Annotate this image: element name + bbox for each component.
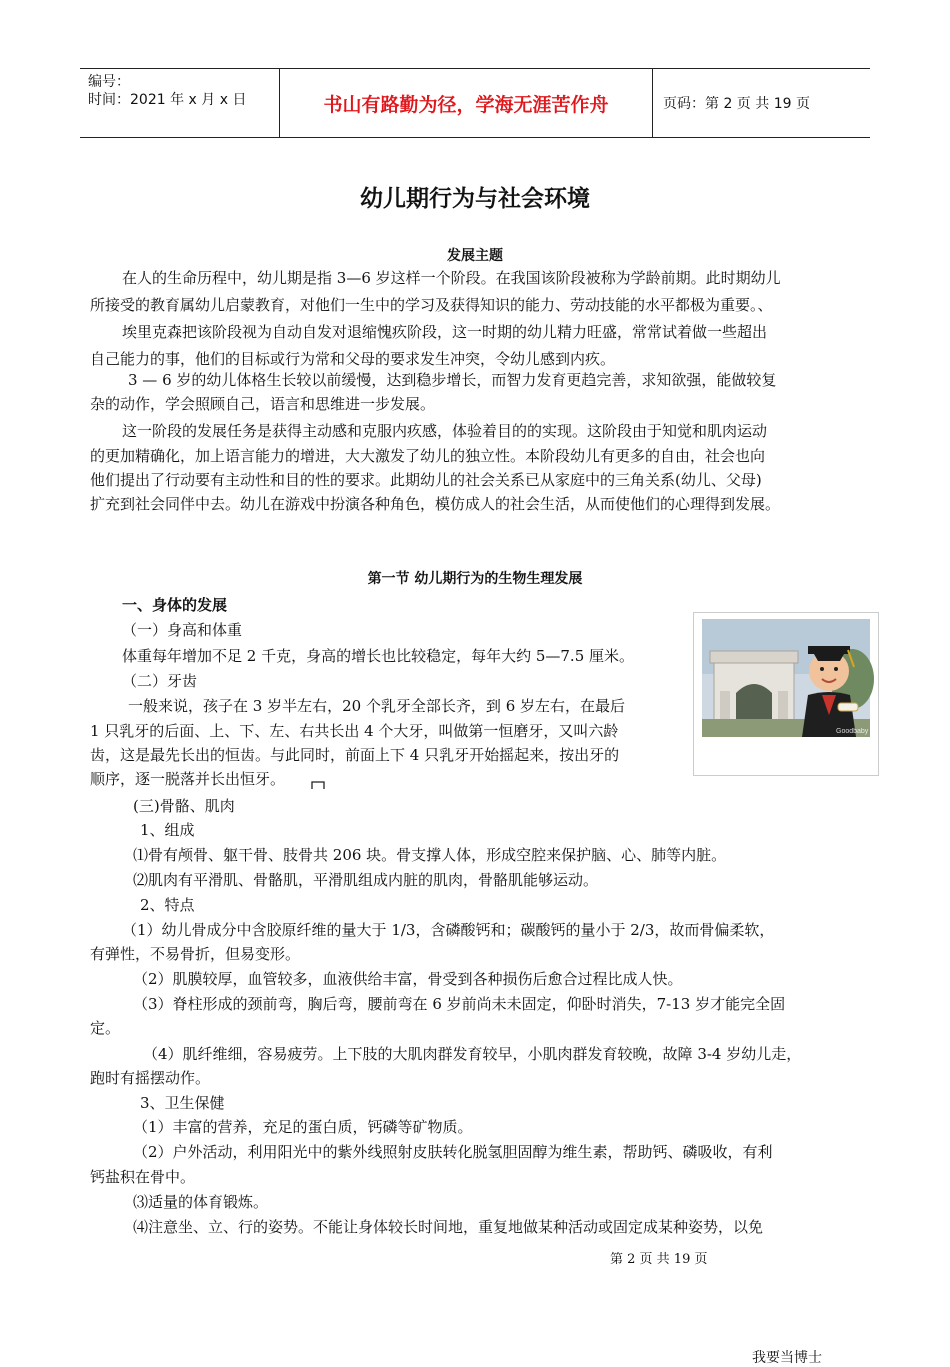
body-text: （2）肌膜较厚，血管较多，血液供给丰富，骨受到各种损伤后愈合过程比成人快。: [133, 970, 683, 988]
header-meta: [80, 69, 280, 137]
heading-body-development: 一、身体的发展: [122, 596, 228, 614]
header-time: 时间：2021 年 x 月 x 日: [88, 92, 247, 108]
section-theme: 发展主题: [447, 248, 503, 264]
body-text: 齿，这是最先长出的恒齿。与此同时，前面上下 4 只乳牙开始摇起来，按出牙的: [90, 746, 620, 764]
body-text: ⑶适量的体育锻炼。: [133, 1193, 269, 1211]
body-text: （1）丰富的营养，充足的蛋白质，钙磷等矿物质。: [133, 1118, 473, 1136]
subheading-features: 2、特点: [140, 896, 195, 914]
body-text: 一般来说，孩子在 3 岁半左右，20 个乳牙全部长齐，到 6 岁左右，在最后: [128, 697, 626, 715]
intro-line: 在人的生命历程中，幼儿期是指 3—6 岁这样一个阶段。在我国该阶段被称为学龄前期。此时期幼儿: [122, 269, 781, 287]
intro-line: 3 — 6 岁的幼儿体格生长较以前缓慢，达到稳步增长，而智力发育更趋完善，求知欲强，能做较复: [128, 371, 777, 389]
body-text: 1 只乳牙的后面、上、下、左、右共长出 4 个大牙，叫做第一恒磨牙，又叫六龄: [90, 722, 619, 740]
body-text: （1）幼儿骨成分中含胶原纤维的量大于 1/3，含磷酸钙和；碳酸钙的量小于 2/3，故而骨偏柔软，: [122, 921, 775, 939]
intro-line: 埃里克森把该阶段视为自动自发对退缩愧疚阶段，这一时期的幼儿精力旺盛，常常试着做一些超出: [122, 323, 768, 341]
intro-line: 这一阶段的发展任务是获得主动感和克服内疚感，体验着目的的实现。这阶段由于知觉和肌肉运动: [122, 422, 768, 440]
subheading-height-weight: （一）身高和体重: [122, 621, 243, 639]
body-text: 钙盐积在骨中。: [90, 1168, 196, 1186]
body-text: 定。: [90, 1019, 121, 1037]
body-text: ⑵肌肉有平滑肌、骨骼肌，平滑肌组成内脏的肌肉，骨骼肌能够运动。: [133, 871, 599, 889]
header-number: 编号：: [88, 74, 130, 90]
body-text: （4）肌纤维细，容易疲劳。上下肢的大肌肉群发育较早，小肌肉群发育较晚，故障 3-4 岁幼儿走，: [143, 1045, 802, 1063]
body-text: 跑时有摇摆动作。: [90, 1069, 211, 1087]
body-text: 体重每年增加不足 2 千克，身高的增长也比较稳定，每年大约 5—7.5 厘米。: [122, 647, 635, 665]
subheading-teeth: （二）牙齿: [122, 672, 198, 690]
subheading-hygiene: 3、卫生保健: [140, 1094, 225, 1112]
section1-title: 第一节 幼儿期行为的生物生理发展: [367, 571, 583, 587]
body-text: ⑴骨有颅骨、躯干骨、肢骨共 206 块。骨支撑人体，形成空腔来保护脑、心、肺等内脏。: [133, 846, 727, 864]
intro-line: 扩充到社会同伴中去。幼儿在游戏中扮演各种角色，模仿成人的社会生活，从而使他们的心理得到发展。: [90, 495, 781, 513]
intro-line: 所接受的教育属幼儿启蒙教育，对他们一生中的学习及获得知识的能力、劳动技能的水平都极为重要。、: [90, 296, 773, 314]
graduate-child-image: [702, 619, 886, 737]
document-title: 幼儿期行为与社会环境: [360, 186, 590, 212]
figure-caption: 我要当博士: [752, 1350, 822, 1366]
figure-box: [693, 612, 879, 1366]
intro-line: 他们提出了行动要有主动性和目的性的要求。此期幼儿的社会关系已从家庭中的三角关系(幼儿、父母): [90, 471, 762, 489]
intro-line: 的更加精确化，加上语言能力的增进，大大激发了幼儿的独立性。本阶段幼儿有更多的自由，社会也向: [90, 447, 766, 465]
body-text: （2）户外活动，利用阳光中的紫外线照射皮肤转化脱氢胆固醇为维生素，帮助钙、磷吸收，有利: [133, 1143, 773, 1161]
subheading-composition: 1、组成: [140, 821, 195, 839]
body-text: 顺序，逐一脱落并长出恒牙。: [90, 770, 286, 788]
header-motto: 书山有路勤为径，学海无涯苦作舟: [280, 69, 653, 137]
body-text: （3）脊柱形成的颈前弯，胸后弯，腰前弯在 6 岁前尚未未固定，仰卧时消失，7-13 岁才能完全固: [133, 995, 786, 1013]
document-header: [80, 68, 870, 138]
intro-line: 杂的动作，学会照顾自己，语言和思维进一步发展。: [90, 395, 436, 413]
body-text: 有弹性，不易骨折，但易变形。: [90, 945, 301, 963]
subheading-bones-muscles: (三)骨骼、肌肉: [133, 797, 235, 815]
watermark-text: Goodbaby: [836, 728, 869, 735]
header-page-info: 页码：第 2 页 共 19 页: [663, 96, 810, 112]
page-footer: 第 2 页 共 19 页: [610, 1252, 708, 1267]
intro-line: 自己能力的事，他们的目标或行为常和父母的要求发生冲突，令幼儿感到内疚。: [90, 350, 616, 368]
edit-mark-icon: [311, 780, 325, 790]
body-text: ⑷注意坐、立、行的姿势。不能让身体较长时间地，重复地做某种活动或固定成某种姿势，以免: [133, 1218, 764, 1236]
